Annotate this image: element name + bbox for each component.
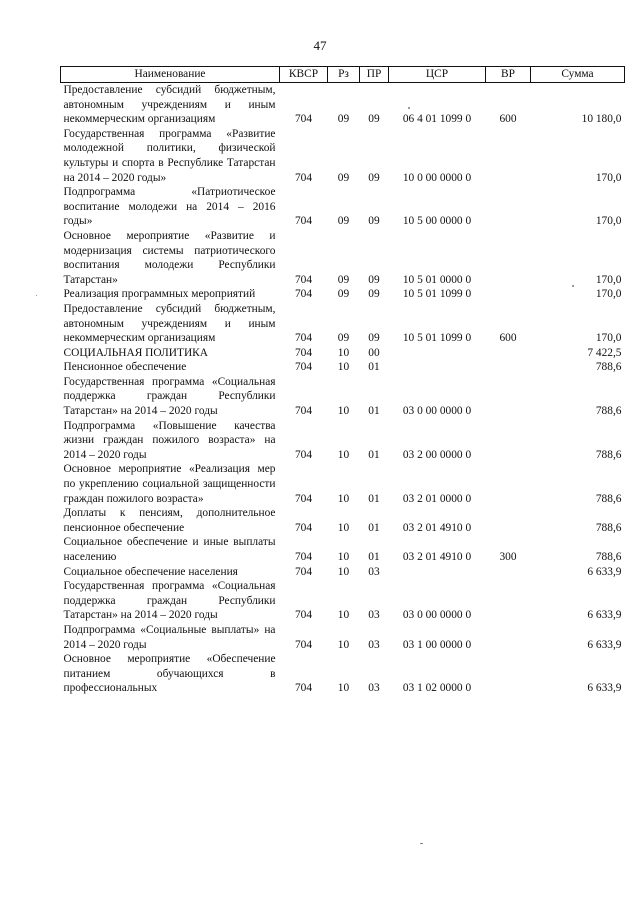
row-name: Предоставление субсидий бюджетным, автономным учреждениям и иным некоммерческим организациям: [63, 302, 276, 345]
row-rz: 10: [337, 565, 350, 578]
table-row: [61, 127, 625, 185]
row-vr: [486, 623, 531, 652]
row-sum: 788,6: [595, 448, 622, 461]
row-sum: 788,6: [595, 492, 622, 505]
row-pr: 09: [368, 288, 380, 301]
row-csr: 06 4 01 1099 0: [402, 113, 472, 126]
row-kvsr: 704: [294, 215, 313, 228]
row-sum: 788,6: [595, 521, 622, 534]
row-csr: 10 5 01 1099 0: [402, 288, 472, 301]
row-rz: 09: [337, 113, 350, 126]
row-kvsr: 704: [294, 565, 313, 578]
row-csr: [389, 565, 486, 580]
row-rz: 10: [337, 682, 350, 695]
row-vr: [486, 375, 531, 419]
row-vr: [486, 419, 531, 463]
row-pr: 09: [368, 215, 380, 228]
table-row: [61, 579, 625, 623]
row-name: Государственная программа «Развитие молодежной политики, физической культуры и спорта в Республике Татарстан на 2014 – 2020 годы»: [63, 127, 276, 184]
row-sum: 170,0: [595, 288, 622, 301]
row-vr: [486, 565, 531, 580]
row-vr: [486, 579, 531, 623]
row-name: Основное мероприятие «Обеспечение питанием обучающихся в профессиональных: [63, 653, 276, 695]
row-csr: 03 2 00 0000 0: [402, 448, 472, 461]
row-csr: 10 5 01 1099 0: [402, 332, 472, 345]
row-rz: 09: [337, 273, 350, 286]
row-kvsr: 704: [294, 521, 313, 534]
table-row: [61, 462, 625, 506]
row-pr: 01: [368, 492, 380, 505]
row-pr: 09: [368, 273, 380, 286]
row-pr: 01: [368, 521, 380, 534]
table-row: [61, 302, 625, 346]
row-vr: [486, 229, 531, 287]
row-vr: [486, 462, 531, 506]
row-vr: [486, 287, 531, 302]
row-rz: 09: [337, 288, 350, 301]
row-sum: 170,0: [595, 332, 622, 345]
scan-speck: [36, 295, 37, 296]
row-csr: 03 1 00 0000 0: [402, 638, 472, 651]
row-name: Государственная программа «Социальная поддержка граждан Республики Татарстан» на 2014 – 2020 годы: [63, 375, 276, 418]
header-row: [61, 67, 625, 83]
row-csr: 03 0 00 0000 0: [402, 609, 472, 622]
header-sum: Сумма: [531, 67, 625, 83]
row-csr: 03 2 01 0000 0: [402, 492, 472, 505]
row-name: Предоставление субсидий бюджетным, автономным учреждениям и иным некоммерческим организациям: [63, 84, 276, 126]
row-vr: [486, 652, 531, 696]
row-sum: 788,6: [595, 551, 622, 563]
table-row: [61, 83, 625, 127]
row-name: Подпрограмма «Патриотическое воспитание молодежи на 2014 – 2016 годы»: [63, 186, 276, 228]
table-row: [61, 375, 625, 419]
scan-speck: [420, 843, 423, 844]
row-kvsr: 704: [294, 113, 313, 126]
row-kvsr: 704: [294, 171, 313, 184]
row-kvsr: 704: [294, 551, 313, 563]
row-vr: 300: [499, 551, 517, 563]
row-sum: 6 633,9: [587, 565, 622, 578]
row-name: Пенсионное обеспечение: [63, 361, 187, 374]
header-kvsr: КВСР: [280, 67, 328, 83]
row-name: Социальное обеспечение населения: [63, 565, 238, 578]
header-vr: ВР: [486, 67, 531, 83]
table-row: [61, 535, 625, 564]
row-vr: [486, 360, 531, 375]
row-pr: 00: [368, 346, 380, 359]
row-rz: 09: [337, 332, 350, 345]
row-csr: 03 1 02 0000 0: [402, 682, 472, 695]
row-name: Основное мероприятие «Реализация мер по укреплению социальной защищенности граждан пожилого возраста»: [63, 463, 276, 505]
scan-speck: [572, 285, 574, 287]
row-sum: 6 633,9: [587, 638, 622, 651]
header-pr: ПР: [360, 67, 389, 83]
row-rz: 10: [337, 405, 350, 418]
row-sum: 6 633,9: [587, 609, 622, 622]
row-vr: 600: [499, 113, 517, 126]
row-rz: 10: [337, 492, 350, 505]
row-rz: 09: [337, 171, 350, 184]
row-kvsr: 704: [294, 638, 313, 651]
row-csr: 03 2 01 4910 0: [402, 551, 472, 563]
budget-table: [60, 66, 625, 696]
row-rz: 10: [337, 609, 350, 622]
row-kvsr: 704: [294, 609, 313, 622]
table-row: [61, 623, 625, 652]
row-sum: 788,6: [595, 361, 622, 374]
table-row: [61, 565, 625, 580]
row-kvsr: 704: [294, 405, 313, 418]
row-csr: 10 0 00 0000 0: [402, 171, 472, 184]
row-sum: 170,0: [595, 171, 622, 184]
row-rz: 10: [337, 448, 350, 461]
row-csr: 10 5 00 0000 0: [402, 215, 472, 228]
row-csr: 03 0 00 0000 0: [402, 405, 472, 418]
row-kvsr: 704: [294, 346, 313, 359]
row-pr: 09: [368, 113, 380, 126]
row-pr: 01: [368, 405, 380, 418]
row-pr: 03: [368, 682, 380, 695]
row-sum: 170,0: [595, 273, 622, 286]
row-rz: 10: [337, 346, 350, 359]
page-number: 47: [313, 38, 327, 53]
row-csr: 03 2 01 4910 0: [402, 521, 472, 534]
row-name: Социальное обеспечение и иные выплаты населению: [63, 536, 276, 563]
row-rz: 10: [337, 361, 350, 374]
row-csr: 10 5 01 0000 0: [402, 273, 472, 286]
header-csr: ЦСР: [389, 67, 486, 83]
row-name: СОЦИАЛЬНАЯ ПОЛИТИКА: [63, 346, 209, 359]
row-pr: 09: [368, 171, 380, 184]
row-rz: 09: [337, 215, 350, 228]
row-csr: [389, 346, 486, 361]
table-row: [61, 287, 625, 302]
row-kvsr: 704: [294, 273, 313, 286]
row-vr: [486, 346, 531, 361]
row-kvsr: 704: [294, 332, 313, 345]
row-name: Подпрограмма «Социальные выплаты» на 2014 – 2020 годы: [63, 623, 276, 651]
header-name: Наименование: [61, 67, 280, 83]
scan-speck: [408, 107, 410, 109]
row-vr: [486, 506, 531, 535]
row-name: Реализация программных мероприятий: [63, 288, 256, 301]
row-pr: 03: [368, 565, 380, 578]
table-row: [61, 652, 625, 696]
row-pr: 01: [368, 551, 380, 563]
row-pr: 03: [368, 638, 380, 651]
row-name: Доплаты к пенсиям, дополнительное пенсионное обеспечение: [63, 507, 276, 534]
row-kvsr: 704: [294, 492, 313, 505]
row-sum: 170,0: [595, 215, 622, 228]
row-sum: 788,6: [595, 405, 622, 418]
row-pr: 01: [368, 361, 380, 374]
table-row: [61, 346, 625, 361]
table-row: [61, 185, 625, 229]
table-row: [61, 229, 625, 287]
row-name: Государственная программа «Социальная поддержка граждан Республики Татарстан» на 2014 – 2020 годы: [63, 580, 276, 622]
row-rz: 10: [337, 551, 350, 563]
row-pr: 09: [368, 332, 380, 345]
row-vr: [486, 185, 531, 229]
row-kvsr: 704: [294, 682, 313, 695]
row-sum: 7 422,5: [587, 346, 622, 359]
row-name: Подпрограмма «Повышение качества жизни граждан пожилого возраста» на 2014 – 2020 годы: [63, 419, 276, 461]
row-csr: [389, 360, 486, 375]
row-pr: 01: [368, 448, 380, 461]
row-vr: [486, 127, 531, 185]
row-pr: 03: [368, 609, 380, 622]
row-kvsr: 704: [294, 361, 313, 374]
row-sum: 10 180,0: [581, 113, 622, 126]
table-row: [61, 506, 625, 535]
table-row: [61, 360, 625, 375]
row-kvsr: 704: [294, 448, 313, 461]
row-rz: 10: [337, 521, 350, 534]
table-row: [61, 419, 625, 463]
row-name: Основное мероприятие «Развитие и модернизация системы патриотического воспитания молодежи Республики Татарстан»: [63, 229, 276, 286]
header-rz: Рз: [328, 67, 360, 83]
row-sum: 6 633,9: [587, 682, 622, 695]
row-kvsr: 704: [294, 288, 313, 301]
row-rz: 10: [337, 638, 350, 651]
row-vr: 600: [499, 332, 517, 345]
